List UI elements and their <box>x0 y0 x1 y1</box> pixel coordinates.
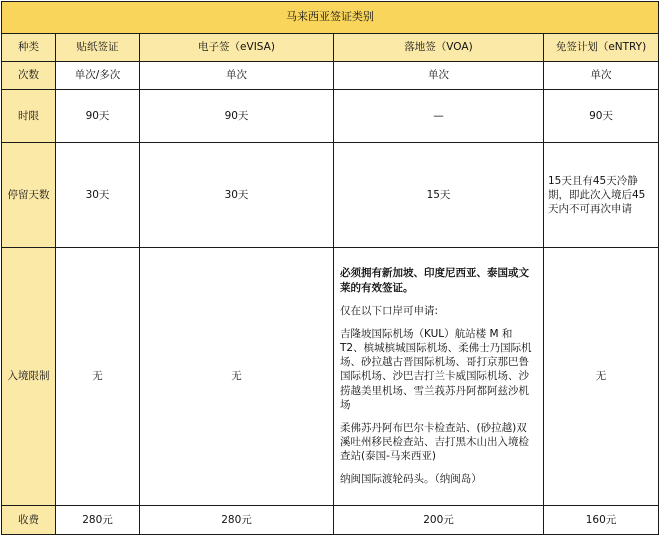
cell-fee-voa: 200元 <box>334 506 544 535</box>
table-title: 马来西亚签证类别 <box>2 2 659 34</box>
row-label-count: 次数 <box>2 62 56 90</box>
title-row <box>2 2 659 34</box>
row-fee <box>2 506 659 535</box>
cell-count-evisa: 单次 <box>140 62 334 90</box>
header-voa: 落地签（VOA) <box>334 34 544 62</box>
cell-stay-evisa: 30天 <box>140 143 334 248</box>
header-sticker-visa: 贴纸签证 <box>56 34 140 62</box>
cell-fee-entry: 160元 <box>544 506 659 535</box>
voa-ferry: 纳闽国际渡轮码头。（纳闽岛） <box>340 473 482 486</box>
header-entry: 免签计划（eNTRY) <box>544 34 659 62</box>
cell-restriction-sticker: 无 <box>56 248 140 506</box>
cell-count-entry: 单次 <box>544 62 659 90</box>
voa-intro: 仅在以下口岸可申请: <box>340 304 439 317</box>
cell-validity-voa: — <box>334 90 544 143</box>
cell-count-sticker: 单次/多次 <box>56 62 140 90</box>
cell-validity-evisa: 90天 <box>140 90 334 143</box>
cell-restriction-evisa: 无 <box>140 248 334 506</box>
header-evisa: 电子签（eVISA) <box>140 34 334 62</box>
cell-count-voa: 单次 <box>334 62 544 90</box>
voa-airports: 吉隆坡国际机场（KUL）航站楼 M 和T2、槟城槟城国际机场、柔佛士乃国际机场、砂拉越古晋国际机场、哥打京那巴鲁国际机场、沙巴吉打兰卡威国际机场、沙捞越美里机场、雪兰莪苏丹阿都阿兹沙机场 <box>340 327 532 411</box>
malaysia-visa-table <box>1 1 659 535</box>
cell-stay-entry: 15天且有45天冷静期，即此次入境后45天内不可再次申请 <box>544 143 659 248</box>
cell-validity-sticker: 90天 <box>56 90 140 143</box>
header-row <box>2 34 659 62</box>
cell-stay-voa: 15天 <box>334 143 544 248</box>
row-stay <box>2 143 659 248</box>
row-label-fee: 收费 <box>2 506 56 535</box>
row-label-stay: 停留天数 <box>2 143 56 248</box>
cell-restriction-voa <box>334 248 544 506</box>
row-label-restriction: 入境限制 <box>2 248 56 506</box>
cell-fee-evisa: 280元 <box>140 506 334 535</box>
row-count <box>2 62 659 90</box>
header-type: 种类 <box>2 34 56 62</box>
row-label-validity: 时限 <box>2 90 56 143</box>
cell-stay-sticker: 30天 <box>56 143 140 248</box>
row-restriction <box>2 248 659 506</box>
voa-requirement: 必须拥有新加坡、印度尼西亚、泰国或文莱的有效签证。 <box>340 267 529 294</box>
row-validity <box>2 90 659 143</box>
cell-restriction-entry: 无 <box>544 248 659 506</box>
voa-checkpoints: 柔佛苏丹阿布巴尔卡检查站、(砂拉越)双溪吐州移民检查站、吉打黑木山出入境检查站(泰国-马来西亚) <box>340 421 529 463</box>
cell-validity-entry: 90天 <box>544 90 659 143</box>
cell-fee-sticker: 280元 <box>56 506 140 535</box>
